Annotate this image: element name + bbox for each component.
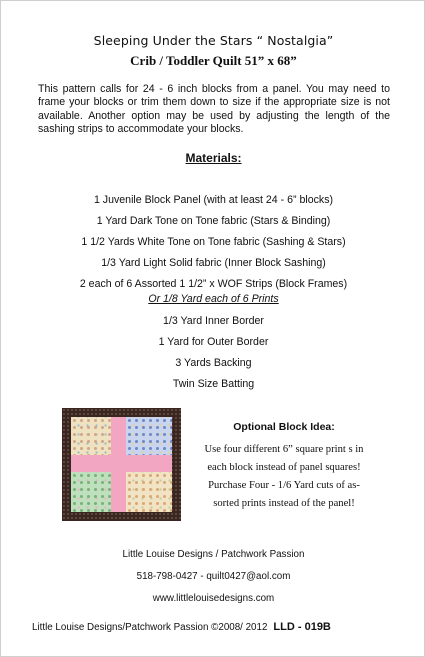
material-item: 1/3 Yard Inner Border	[163, 315, 264, 327]
pattern-title: Sleeping Under the Stars “ Nostalgia”	[93, 33, 334, 48]
optional-block-image	[62, 408, 181, 521]
intro-paragraph: This pattern calls for 24 - 6 inch blocks from a panel. You may need to frame your blocks or trim them down to size if the appropriate size is not available. Another option may be used by adjusting the length of the sashing strips to accommodate your blocks.	[38, 83, 390, 136]
optional-block-text: each block instead of panel squares!	[207, 462, 361, 473]
material-item: 1 1/2 Yards White Tone on Tone fabric (Sashing & Stars)	[81, 236, 346, 248]
material-item: 2 each of 6 Assorted 1 1/2” x WOF Strips (Block Frames)	[79, 278, 348, 290]
footer-copyright-line	[32, 621, 331, 633]
optional-block-title: Optional Block Idea:	[233, 421, 335, 433]
footer-contact: 518-798-0427 - quilt0427@aol.com	[136, 571, 291, 582]
print-square	[71, 472, 111, 512]
footer-company: Little Louise Designs / Patchwork Passion	[122, 549, 305, 560]
material-item: 1 Juvenile Block Panel (with at least 24 - 6” blocks)	[93, 194, 334, 206]
material-item: Twin Size Batting	[172, 378, 255, 390]
copyright-text: Little Louise Designs/Patchwork Passion ©2008/ 2012	[32, 622, 268, 633]
footer-website: www.littlelouisedesigns.com	[152, 593, 275, 604]
sashing-strip	[71, 455, 172, 472]
material-item: 1 Yard Dark Tone on Tone fabric (Stars & Binding)	[96, 215, 331, 227]
material-item: 3 Yards Backing	[175, 357, 252, 369]
material-item: 1 Yard for Outer Border	[158, 336, 269, 348]
print-square	[71, 417, 111, 455]
material-alternative: Or 1/8 Yard each of 6 Prints	[148, 293, 279, 305]
optional-block-text: sorted prints instead of the panel!	[213, 498, 355, 509]
print-square	[126, 417, 172, 455]
optional-block-text: Use four different 6” square print s in	[204, 444, 364, 455]
optional-block-text: Purchase Four - 1/6 Yard cuts of as-	[208, 480, 360, 491]
material-item: 1/3 Yard Light Solid fabric (Inner Block Sashing)	[101, 257, 326, 269]
pattern-code: LLD - 019B	[273, 621, 331, 633]
materials-heading: Materials:	[185, 151, 242, 165]
print-square	[126, 472, 172, 512]
pattern-subtitle: Crib / Toddler Quilt 51” x 68”	[130, 53, 297, 68]
